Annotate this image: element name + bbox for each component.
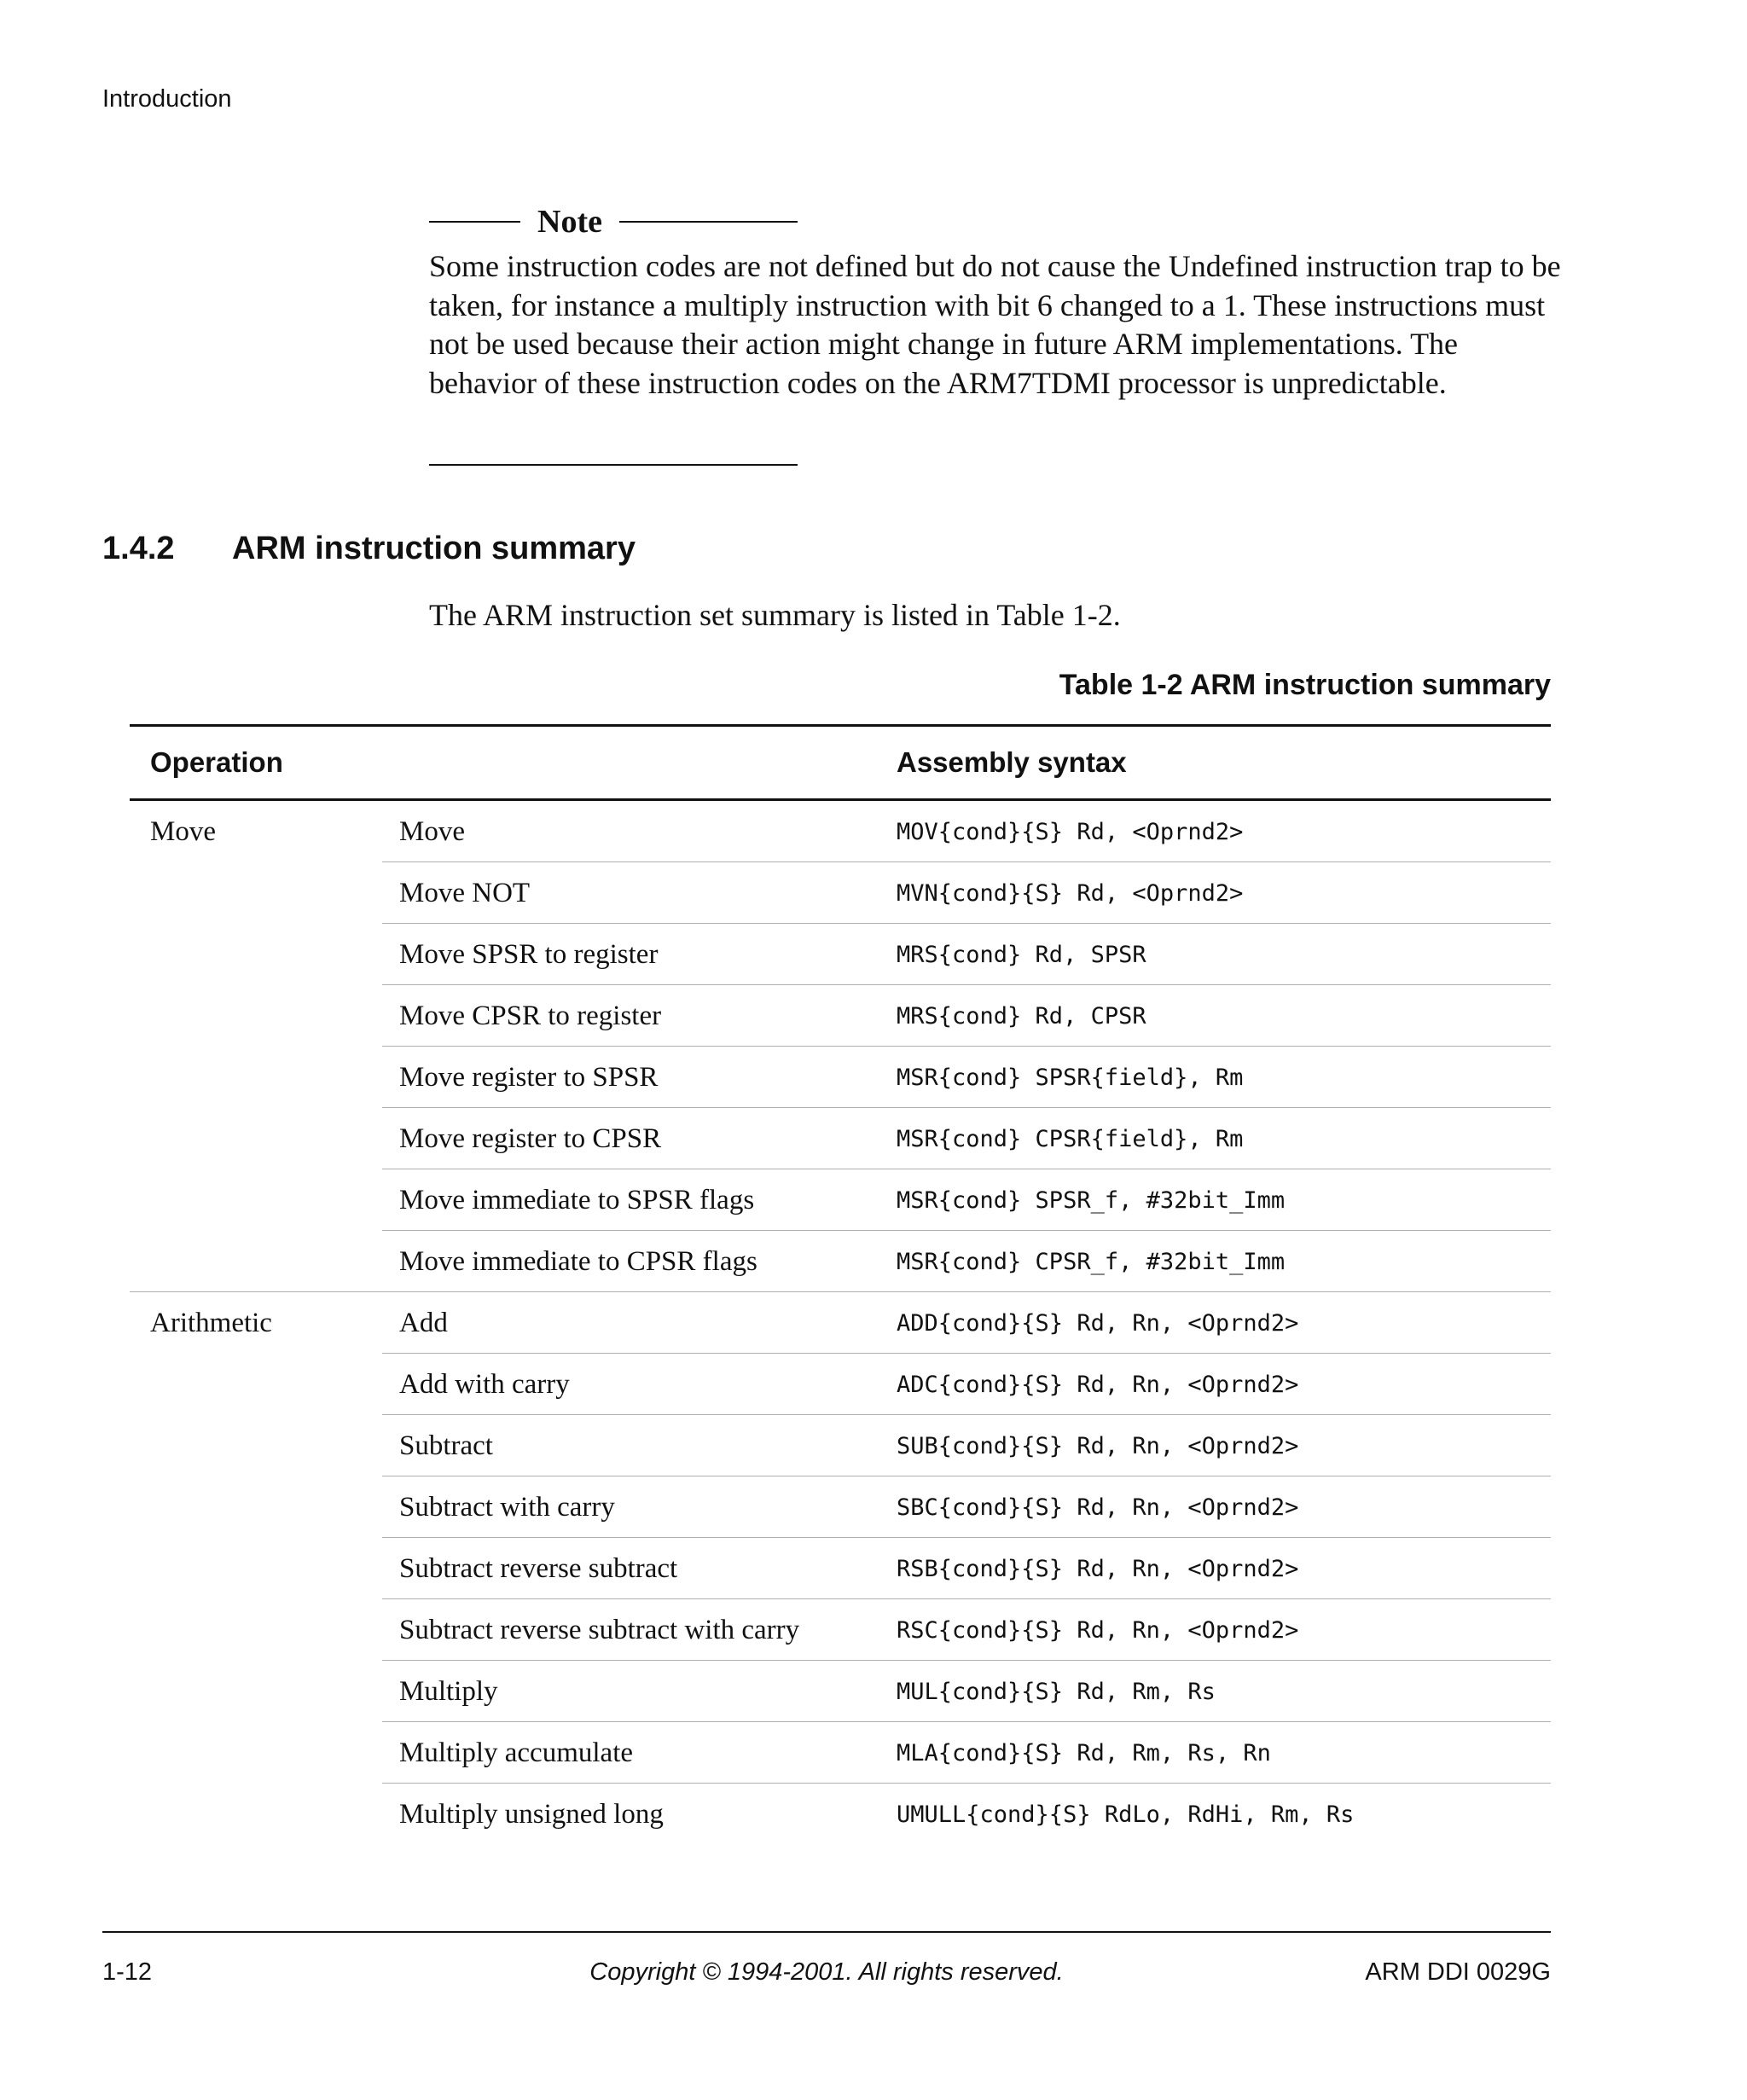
table-row xyxy=(130,862,1551,924)
operation-name: Subtract reverse subtract xyxy=(399,1553,678,1584)
document-id: ARM DDI 0029G xyxy=(1365,1958,1551,1986)
table-row xyxy=(130,1292,1551,1354)
group-cell xyxy=(130,1292,382,1354)
assembly-syntax: MOV{cond}{S} Rd, <Oprnd2> xyxy=(897,819,1244,845)
assembly-syntax: MUL{cond}{S} Rd, Rm, Rs xyxy=(897,1679,1216,1705)
assembly-syntax: UMULL{cond}{S} RdLo, RdHi, Rm, Rs xyxy=(897,1801,1355,1828)
section-title: ARM instruction summary xyxy=(232,531,636,566)
operation-name: Move SPSR to register xyxy=(399,939,659,970)
operation-name: Add with carry xyxy=(399,1369,570,1400)
table-row xyxy=(130,1722,1551,1784)
group-cell xyxy=(130,1476,382,1538)
group-name: Move xyxy=(150,816,216,847)
operation-cell xyxy=(382,1722,897,1784)
table-row xyxy=(130,1108,1551,1169)
operation-cell xyxy=(382,862,897,924)
table-row xyxy=(130,1538,1551,1599)
syntax-column-header: Assembly syntax xyxy=(897,726,1551,800)
operation-name: Move immediate to CPSR flags xyxy=(399,1246,757,1277)
assembly-syntax: MSR{cond} CPSR_f, #32bit_Imm xyxy=(897,1249,1286,1275)
group-cell xyxy=(130,985,382,1047)
note-rule-left xyxy=(429,221,520,223)
operation-name: Move xyxy=(399,816,465,847)
syntax-cell xyxy=(897,1476,1551,1538)
syntax-cell xyxy=(897,1784,1551,1845)
assembly-syntax: RSB{cond}{S} Rd, Rn, <Oprnd2> xyxy=(897,1556,1299,1582)
syntax-cell xyxy=(897,1538,1551,1599)
instruction-summary-table xyxy=(130,724,1551,1844)
operation-cell xyxy=(382,1169,897,1231)
syntax-cell xyxy=(897,985,1551,1047)
syntax-cell xyxy=(897,1661,1551,1722)
operation-name: Multiply unsigned long xyxy=(399,1799,664,1830)
table-row xyxy=(130,985,1551,1047)
operation-name: Move register to SPSR xyxy=(399,1062,659,1093)
operation-cell xyxy=(382,1784,897,1845)
operation-cell xyxy=(382,985,897,1047)
page-number: 1-12 xyxy=(102,1958,153,1986)
note-top-rule xyxy=(429,203,798,241)
note-bottom-rule xyxy=(429,464,798,466)
group-cell xyxy=(130,924,382,985)
syntax-cell xyxy=(897,1354,1551,1415)
group-cell xyxy=(130,800,382,862)
syntax-cell xyxy=(897,800,1551,862)
group-cell xyxy=(130,1047,382,1108)
assembly-syntax: MSR{cond} SPSR{field}, Rm xyxy=(897,1065,1244,1091)
operation-cell xyxy=(382,800,897,862)
table-row xyxy=(130,800,1551,862)
group-cell xyxy=(130,1599,382,1661)
operation-cell xyxy=(382,1538,897,1599)
operation-name: Multiply xyxy=(399,1676,498,1707)
copyright-notice: Copyright © 1994-2001. All rights reserved. xyxy=(589,1958,1064,1986)
operation-cell xyxy=(382,1108,897,1169)
table-row xyxy=(130,1415,1551,1476)
operation-name: Add xyxy=(399,1308,448,1338)
operation-name: Subtract with carry xyxy=(399,1492,615,1523)
syntax-cell xyxy=(897,1108,1551,1169)
operation-name: Move register to CPSR xyxy=(399,1123,662,1154)
section-heading xyxy=(102,531,636,567)
syntax-cell xyxy=(897,1231,1551,1292)
assembly-syntax: ADD{cond}{S} Rd, Rn, <Oprnd2> xyxy=(897,1310,1299,1337)
syntax-cell xyxy=(897,1292,1551,1354)
table-row xyxy=(130,1599,1551,1661)
operation-cell xyxy=(382,1661,897,1722)
assembly-syntax: RSC{cond}{S} Rd, Rn, <Oprnd2> xyxy=(897,1617,1299,1644)
assembly-syntax: MSR{cond} SPSR_f, #32bit_Imm xyxy=(897,1187,1286,1214)
group-name: Arithmetic xyxy=(150,1308,272,1338)
table-row xyxy=(130,1661,1551,1722)
operation-cell xyxy=(382,1292,897,1354)
group-cell xyxy=(130,1354,382,1415)
note-title: Note xyxy=(537,204,602,240)
operation-cell xyxy=(382,1415,897,1476)
operation-cell xyxy=(382,1047,897,1108)
group-cell xyxy=(130,1661,382,1722)
assembly-syntax: ADC{cond}{S} Rd, Rn, <Oprnd2> xyxy=(897,1372,1299,1398)
group-cell xyxy=(130,1415,382,1476)
operation-name: Move NOT xyxy=(399,878,531,908)
operation-cell xyxy=(382,1599,897,1661)
table-caption: Table 1-2 ARM instruction summary xyxy=(1059,669,1551,701)
group-cell xyxy=(130,1784,382,1845)
syntax-cell xyxy=(897,1169,1551,1231)
operation-cell xyxy=(382,924,897,985)
syntax-cell xyxy=(897,924,1551,985)
operation-name: Subtract xyxy=(399,1430,493,1461)
assembly-syntax: SBC{cond}{S} Rd, Rn, <Oprnd2> xyxy=(897,1494,1299,1521)
assembly-syntax: MVN{cond}{S} Rd, <Oprnd2> xyxy=(897,880,1244,907)
group-cell xyxy=(130,1231,382,1292)
operation-name: Move immediate to SPSR flags xyxy=(399,1185,755,1215)
table-header-row xyxy=(130,726,1551,800)
operation-column-header: Operation xyxy=(130,726,897,800)
section-intro: The ARM instruction set summary is listed in Table 1-2. xyxy=(429,598,1121,632)
footer-rule xyxy=(102,1931,1551,1933)
operation-name: Multiply accumulate xyxy=(399,1737,634,1768)
operation-cell xyxy=(382,1476,897,1538)
syntax-cell xyxy=(897,1047,1551,1108)
table-row xyxy=(130,1354,1551,1415)
group-cell xyxy=(130,1538,382,1599)
running-header: Introduction xyxy=(102,85,232,113)
table-row xyxy=(130,1476,1551,1538)
syntax-cell xyxy=(897,1722,1551,1784)
assembly-syntax: MRS{cond} Rd, CPSR xyxy=(897,1003,1146,1030)
operation-cell xyxy=(382,1354,897,1415)
group-cell xyxy=(130,862,382,924)
table-body xyxy=(130,800,1551,1845)
section-number: 1.4.2 xyxy=(102,531,175,566)
syntax-cell xyxy=(897,1415,1551,1476)
table-row xyxy=(130,1047,1551,1108)
table-row xyxy=(130,1231,1551,1292)
syntax-cell xyxy=(897,862,1551,924)
group-cell xyxy=(130,1722,382,1784)
syntax-cell xyxy=(897,1599,1551,1661)
group-cell xyxy=(130,1169,382,1231)
operation-cell xyxy=(382,1231,897,1292)
note-body: Some instruction codes are not defined but do not cause the Undefined instruction trap to be taken, for instance a multiply instruction with bit 6 changed to a 1. These instructions must not be used because their action might change in future ARM implementations. The behavior of these instruction codes on the ARM7TDMI processor is unpredictable. xyxy=(429,249,1561,400)
note-rule-right xyxy=(619,221,798,223)
table-row xyxy=(130,924,1551,985)
table-row xyxy=(130,1784,1551,1845)
assembly-syntax: MRS{cond} Rd, SPSR xyxy=(897,942,1146,968)
operation-name: Subtract reverse subtract with carry xyxy=(399,1615,800,1645)
assembly-syntax: MLA{cond}{S} Rd, Rm, Rs, Rn xyxy=(897,1740,1271,1766)
table-row xyxy=(130,1169,1551,1231)
assembly-syntax: MSR{cond} CPSR{field}, Rm xyxy=(897,1126,1244,1152)
operation-name: Move CPSR to register xyxy=(399,1001,662,1031)
group-cell xyxy=(130,1108,382,1169)
assembly-syntax: SUB{cond}{S} Rd, Rn, <Oprnd2> xyxy=(897,1433,1299,1459)
